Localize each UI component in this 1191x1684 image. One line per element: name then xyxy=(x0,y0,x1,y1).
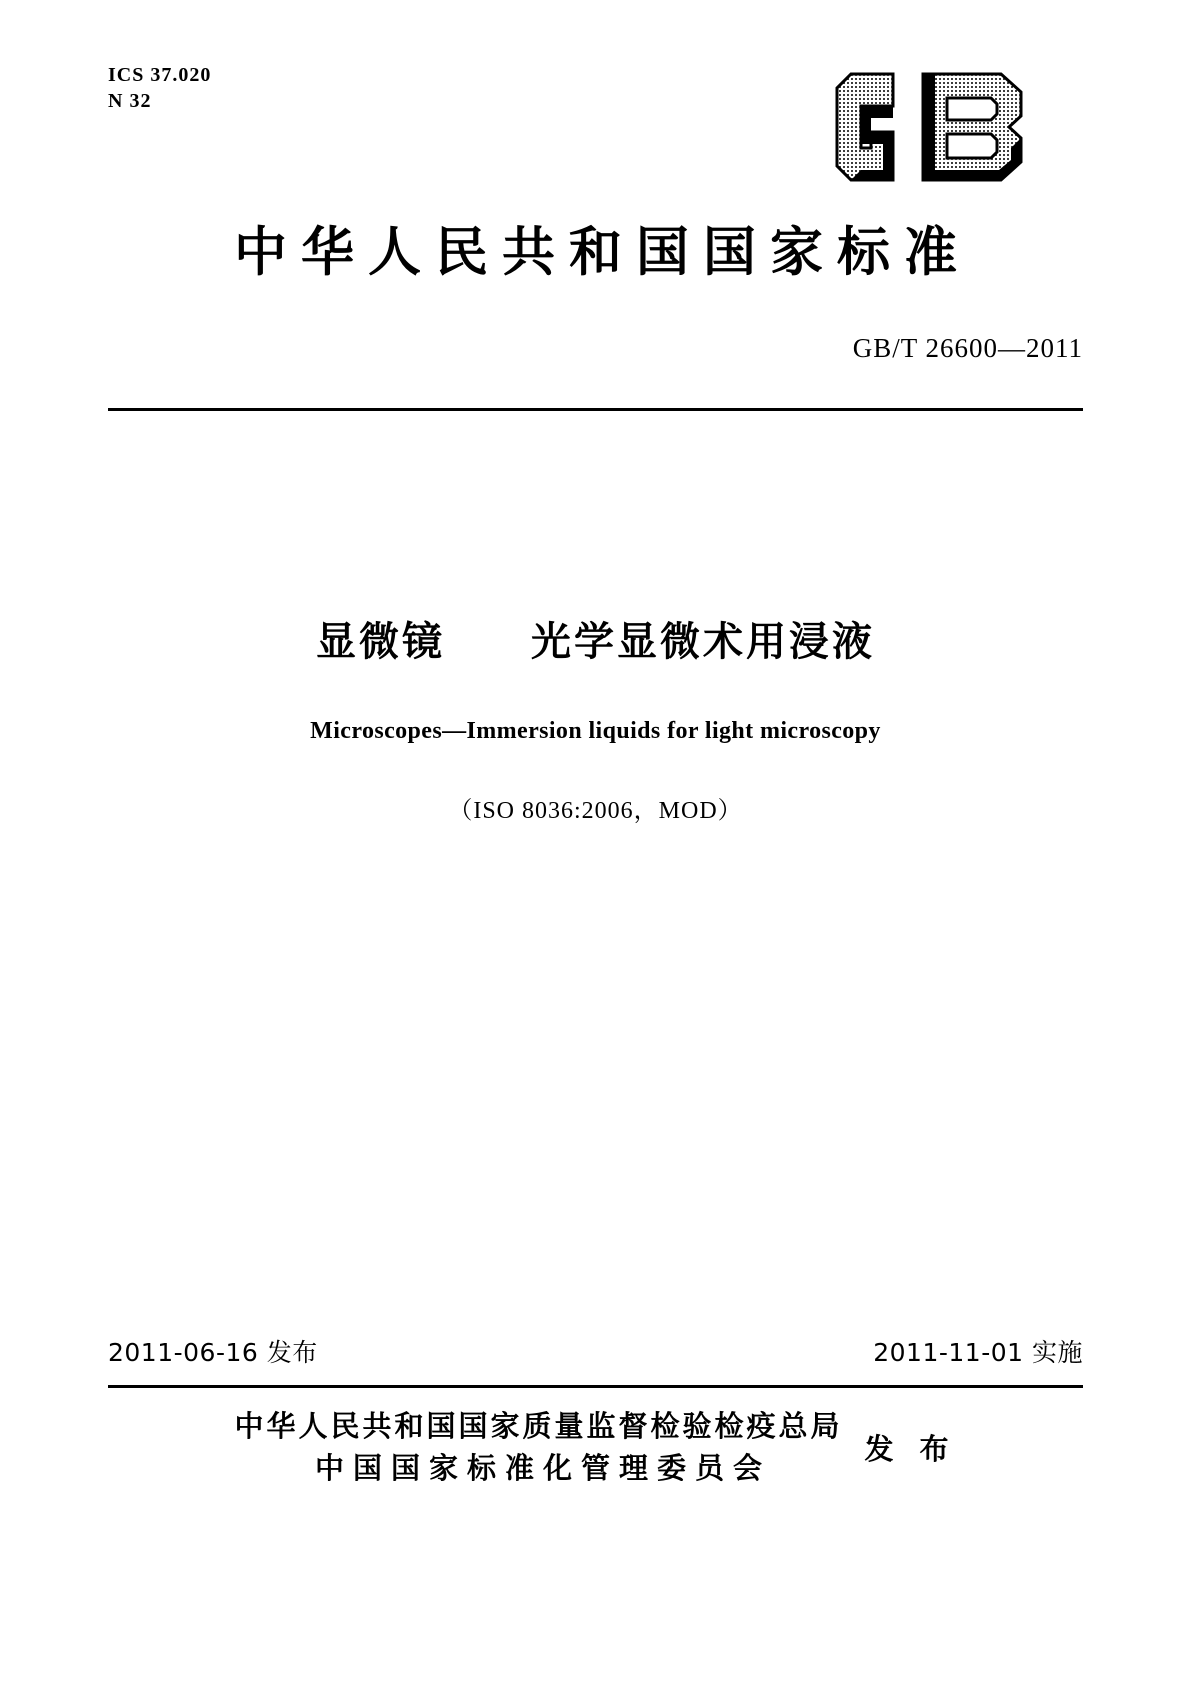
gb-logo-icon xyxy=(831,62,1061,192)
issue-date: 2011-06-16 发布 xyxy=(108,1338,318,1367)
publisher-action: 发 布 xyxy=(864,1431,957,1466)
publisher-names xyxy=(234,1405,842,1489)
footer-divider xyxy=(108,1385,1083,1388)
document-title-english: Microscopes—Immersion liquids for light microscopy xyxy=(310,718,881,744)
ics-block xyxy=(108,62,211,114)
implement-date: 2011-11-01 实施 xyxy=(873,1338,1083,1367)
ics-code: ICS 37.020 xyxy=(108,64,212,86)
publisher-line-1: 中华人民共和国国家质量监督检验检疫总局 xyxy=(234,1409,843,1443)
iso-reference: （ISO 8036:2006，MOD） xyxy=(448,798,743,824)
header-divider xyxy=(108,408,1083,411)
publisher-block xyxy=(0,1405,1191,1489)
footer-dates xyxy=(108,1333,1083,1373)
page-title: 中华人民共和国国家标准 xyxy=(234,222,971,283)
publisher-line-2: 中国国家标准化管理委员会 xyxy=(314,1451,771,1485)
standard-number: GB/T 26600—2011 xyxy=(852,333,1083,363)
classification-code: N 32 xyxy=(108,90,152,112)
document-title-chinese: 显微镜 光学显微术用浸液 xyxy=(316,619,875,665)
